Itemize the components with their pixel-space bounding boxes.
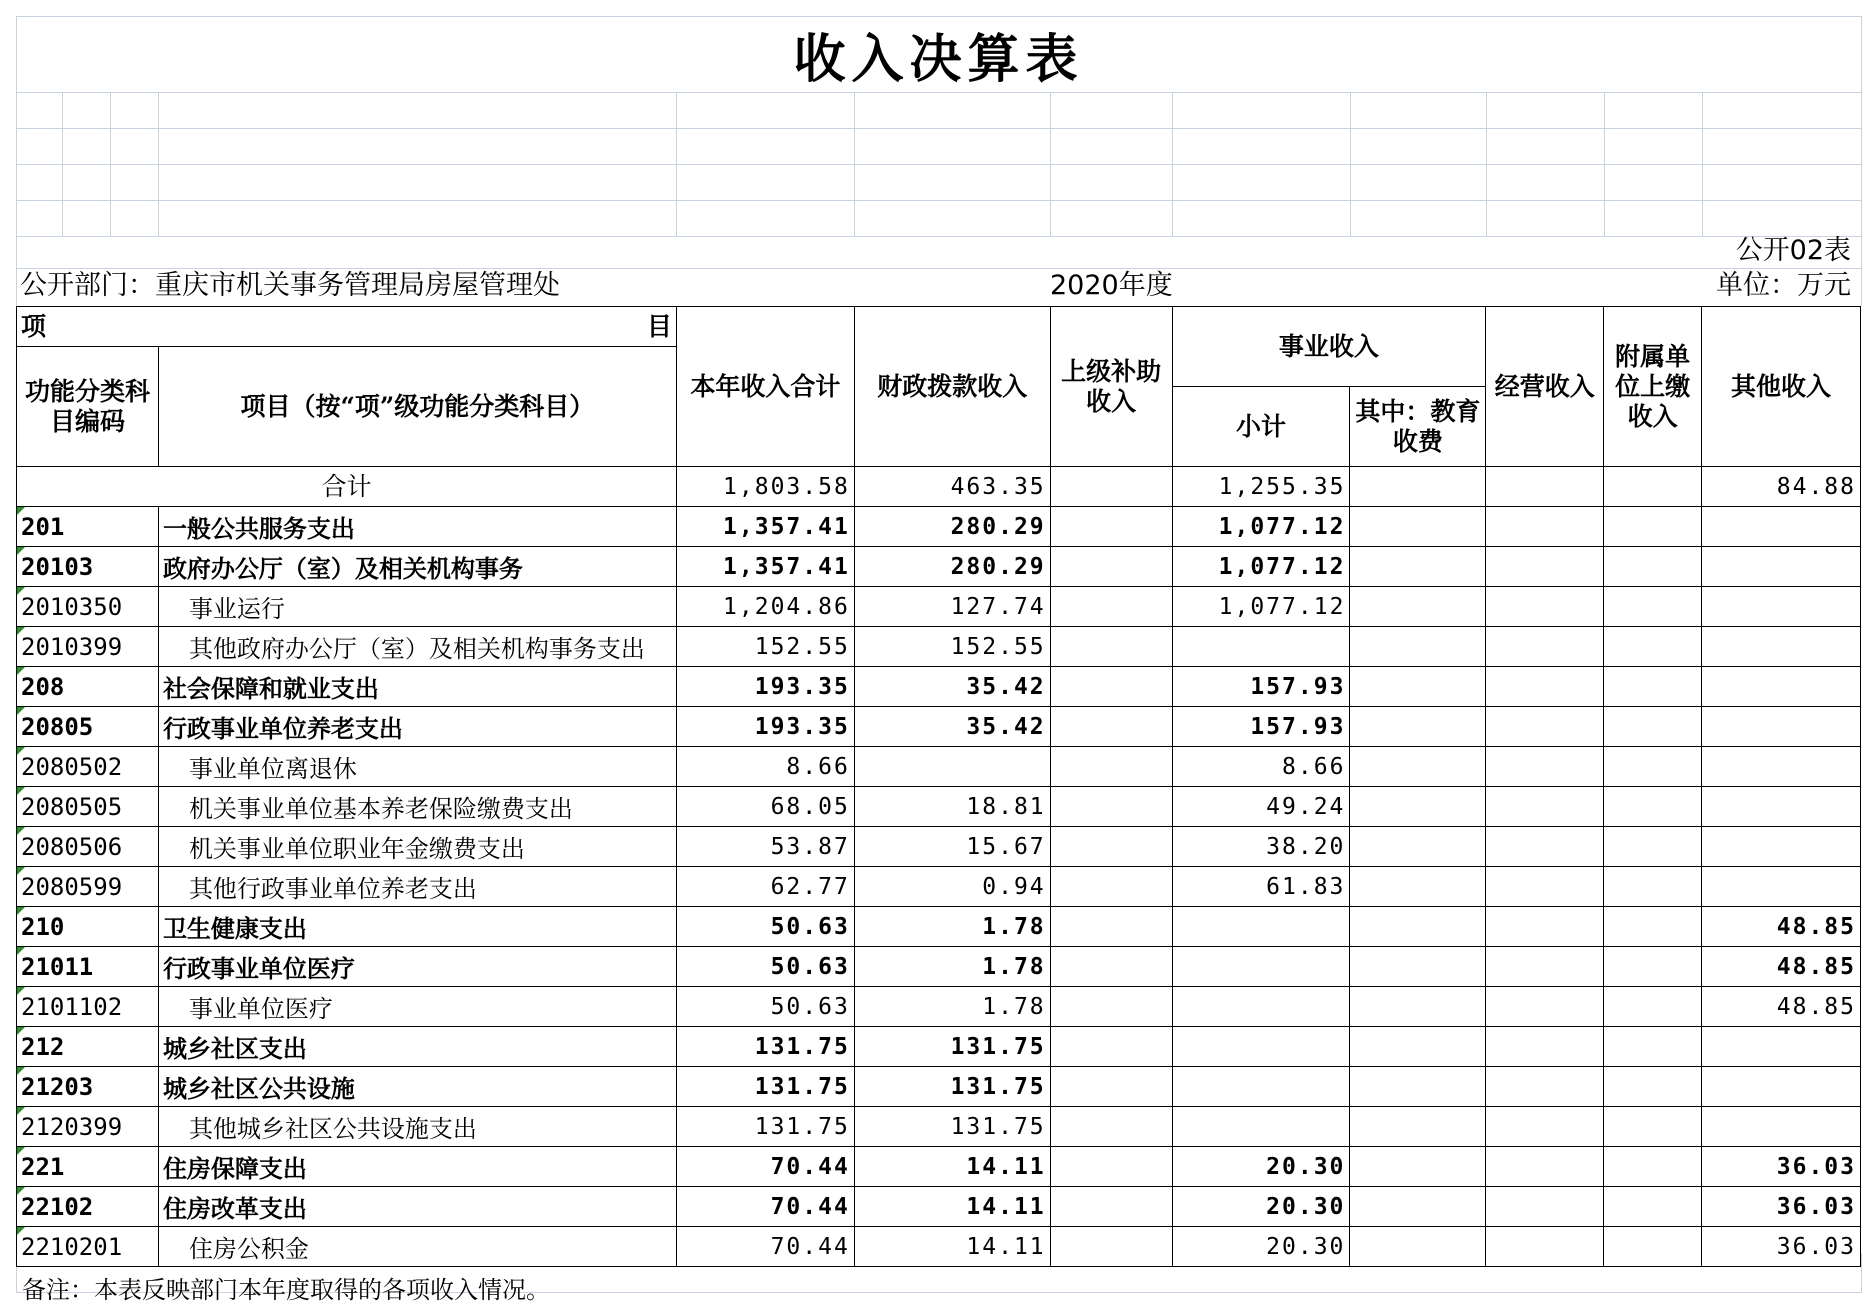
row-affiliated xyxy=(1604,1107,1702,1147)
row-superior xyxy=(1050,1067,1172,1107)
row-fiscal: 14.11 xyxy=(854,1187,1050,1227)
row-fiscal: 15.67 xyxy=(854,827,1050,867)
row-affiliated xyxy=(1604,1067,1702,1107)
total-row-edu xyxy=(1350,467,1486,507)
row-affiliated xyxy=(1604,547,1702,587)
row-fiscal: 127.74 xyxy=(854,587,1050,627)
row-fiscal: 131.75 xyxy=(854,1107,1050,1147)
row-affiliated xyxy=(1604,747,1702,787)
row-superior xyxy=(1050,667,1172,707)
row-total: 70.44 xyxy=(676,1227,854,1267)
row-name: 行政事业单位养老支出 xyxy=(158,707,676,747)
row-affiliated xyxy=(1604,787,1702,827)
row-superior xyxy=(1050,1107,1172,1147)
row-edu xyxy=(1350,547,1486,587)
row-other: 48.85 xyxy=(1702,987,1861,1027)
row-superior xyxy=(1050,507,1172,547)
row-edu xyxy=(1350,947,1486,987)
row-total: 193.35 xyxy=(676,667,854,707)
row-code: 2080505 xyxy=(17,787,159,827)
table-row xyxy=(17,827,1861,867)
row-career: 20.30 xyxy=(1172,1187,1350,1227)
row-code: 2010350 xyxy=(17,587,159,627)
table-row xyxy=(17,667,1861,707)
row-career: 49.24 xyxy=(1172,787,1350,827)
row-operating xyxy=(1486,707,1604,747)
row-total: 62.77 xyxy=(676,867,854,907)
row-affiliated xyxy=(1604,1187,1702,1227)
table-row xyxy=(17,907,1861,947)
row-total: 50.63 xyxy=(676,907,854,947)
row-code: 201 xyxy=(17,507,159,547)
row-affiliated xyxy=(1604,827,1702,867)
row-operating xyxy=(1486,507,1604,547)
page-title: 收入决算表 xyxy=(793,28,1084,90)
row-edu xyxy=(1350,747,1486,787)
row-other xyxy=(1702,627,1861,667)
table-row xyxy=(17,1027,1861,1067)
row-name: 行政事业单位医疗 xyxy=(158,947,676,987)
row-name: 卫生健康支出 xyxy=(158,907,676,947)
row-fiscal: 0.94 xyxy=(854,867,1050,907)
row-edu xyxy=(1350,867,1486,907)
table-row xyxy=(17,1227,1861,1267)
row-fiscal: 131.75 xyxy=(854,1067,1050,1107)
row-affiliated xyxy=(1604,987,1702,1027)
row-edu xyxy=(1350,1147,1486,1187)
table-row xyxy=(17,1147,1861,1187)
row-edu xyxy=(1350,1227,1486,1267)
row-name: 机关事业单位职业年金缴费支出 xyxy=(158,827,676,867)
row-career: 157.93 xyxy=(1172,667,1350,707)
row-name: 其他城乡社区公共设施支出 xyxy=(158,1107,676,1147)
row-edu xyxy=(1350,507,1486,547)
spreadsheet xyxy=(16,16,1861,1304)
row-superior xyxy=(1050,547,1172,587)
row-affiliated xyxy=(1604,507,1702,547)
table-row xyxy=(17,627,1861,667)
header-fiscal: 财政拨款收入 xyxy=(854,307,1050,467)
row-career xyxy=(1172,627,1350,667)
row-code: 21203 xyxy=(17,1067,159,1107)
row-operating xyxy=(1486,1147,1604,1187)
total-row-affiliated xyxy=(1604,467,1702,507)
row-edu xyxy=(1350,1187,1486,1227)
row-name: 一般公共服务支出 xyxy=(158,507,676,547)
row-operating xyxy=(1486,1227,1604,1267)
row-career xyxy=(1172,1027,1350,1067)
row-name: 事业单位医疗 xyxy=(158,987,676,1027)
row-affiliated xyxy=(1604,907,1702,947)
row-other xyxy=(1702,867,1861,907)
table-row xyxy=(17,587,1861,627)
row-superior xyxy=(1050,747,1172,787)
row-career: 38.20 xyxy=(1172,827,1350,867)
row-career: 20.30 xyxy=(1172,1227,1350,1267)
row-edu xyxy=(1350,787,1486,827)
row-career xyxy=(1172,1107,1350,1147)
row-other xyxy=(1702,787,1861,827)
row-fiscal: 152.55 xyxy=(854,627,1050,667)
row-code: 2210201 xyxy=(17,1227,159,1267)
row-fiscal xyxy=(854,747,1050,787)
form-number: 公开02表 xyxy=(1735,235,1851,266)
row-fiscal: 14.11 xyxy=(854,1147,1050,1187)
row-edu xyxy=(1350,827,1486,867)
row-operating xyxy=(1486,1067,1604,1107)
header-item xyxy=(17,307,677,347)
total-row-total: 1,803.58 xyxy=(676,467,854,507)
row-name: 社会保障和就业支出 xyxy=(158,667,676,707)
header-code: 功能分类科目编码 xyxy=(17,347,159,467)
row-operating xyxy=(1486,827,1604,867)
row-code: 2080599 xyxy=(17,867,159,907)
row-superior xyxy=(1050,1147,1172,1187)
row-operating xyxy=(1486,1027,1604,1067)
header-superior: 上级补助收入 xyxy=(1050,307,1172,467)
row-edu xyxy=(1350,987,1486,1027)
total-row-other: 84.88 xyxy=(1702,467,1861,507)
header-career: 事业收入 xyxy=(1172,307,1486,387)
income-table xyxy=(16,306,1861,1267)
row-fiscal: 35.42 xyxy=(854,667,1050,707)
row-career xyxy=(1172,907,1350,947)
row-edu xyxy=(1350,667,1486,707)
row-name: 事业运行 xyxy=(158,587,676,627)
row-edu xyxy=(1350,1067,1486,1107)
row-other: 36.03 xyxy=(1702,1147,1861,1187)
total-row-label: 合计 xyxy=(17,467,677,507)
header-other: 其他收入 xyxy=(1702,307,1861,467)
header-career-edu: 其中：教育收费 xyxy=(1350,387,1486,467)
table-row xyxy=(17,707,1861,747)
row-code: 20805 xyxy=(17,707,159,747)
row-superior xyxy=(1050,787,1172,827)
row-superior xyxy=(1050,987,1172,1027)
row-other: 36.03 xyxy=(1702,1187,1861,1227)
row-total: 68.05 xyxy=(676,787,854,827)
header-career-sub: 小计 xyxy=(1172,387,1350,467)
table-row xyxy=(17,987,1861,1027)
row-fiscal: 131.75 xyxy=(854,1027,1050,1067)
row-career: 8.66 xyxy=(1172,747,1350,787)
row-other xyxy=(1702,1107,1861,1147)
row-code: 212 xyxy=(17,1027,159,1067)
row-superior xyxy=(1050,1187,1172,1227)
row-name: 住房保障支出 xyxy=(158,1147,676,1187)
row-code: 2080506 xyxy=(17,827,159,867)
row-edu xyxy=(1350,907,1486,947)
row-edu xyxy=(1350,707,1486,747)
row-superior xyxy=(1050,1227,1172,1267)
row-other: 48.85 xyxy=(1702,907,1861,947)
row-career xyxy=(1172,947,1350,987)
row-affiliated xyxy=(1604,1027,1702,1067)
row-superior xyxy=(1050,1027,1172,1067)
row-other xyxy=(1702,1027,1861,1067)
row-other xyxy=(1702,587,1861,627)
row-code: 21011 xyxy=(17,947,159,987)
row-code: 2010399 xyxy=(17,627,159,667)
row-affiliated xyxy=(1604,867,1702,907)
row-fiscal: 280.29 xyxy=(854,507,1050,547)
row-name: 住房改革支出 xyxy=(158,1187,676,1227)
table-row xyxy=(17,547,1861,587)
header-operating: 经营收入 xyxy=(1486,307,1604,467)
row-total: 53.87 xyxy=(676,827,854,867)
fiscal-year: 2020年度 xyxy=(1050,270,1173,301)
row-name: 城乡社区公共设施 xyxy=(158,1067,676,1107)
row-total: 152.55 xyxy=(676,627,854,667)
row-fiscal: 280.29 xyxy=(854,547,1050,587)
row-name: 机关事业单位基本养老保险缴费支出 xyxy=(158,787,676,827)
row-career: 1,077.12 xyxy=(1172,547,1350,587)
row-other xyxy=(1702,707,1861,747)
row-edu xyxy=(1350,1107,1486,1147)
total-row-fiscal: 463.35 xyxy=(854,467,1050,507)
row-name: 事业单位离退休 xyxy=(158,747,676,787)
row-code: 210 xyxy=(17,907,159,947)
row-total: 131.75 xyxy=(676,1027,854,1067)
row-code: 2101102 xyxy=(17,987,159,1027)
row-affiliated xyxy=(1604,707,1702,747)
row-other: 48.85 xyxy=(1702,947,1861,987)
row-operating xyxy=(1486,747,1604,787)
row-total: 193.35 xyxy=(676,707,854,747)
row-fiscal: 1.78 xyxy=(854,987,1050,1027)
row-fiscal: 18.81 xyxy=(854,787,1050,827)
row-code: 221 xyxy=(17,1147,159,1187)
row-superior xyxy=(1050,587,1172,627)
row-code: 2080502 xyxy=(17,747,159,787)
header-name: 项目（按“项”级功能分类科目） xyxy=(158,347,676,467)
row-superior xyxy=(1050,827,1172,867)
row-other xyxy=(1702,827,1861,867)
row-fiscal: 35.42 xyxy=(854,707,1050,747)
header-item-left: 项 xyxy=(21,311,47,341)
row-edu xyxy=(1350,587,1486,627)
unit-label: 单位：万元 xyxy=(1716,270,1851,301)
row-total: 1,204.86 xyxy=(676,587,854,627)
row-name: 政府办公厅（室）及相关机构事务 xyxy=(158,547,676,587)
row-operating xyxy=(1486,587,1604,627)
row-operating xyxy=(1486,547,1604,587)
row-total: 70.44 xyxy=(676,1147,854,1187)
row-fiscal: 14.11 xyxy=(854,1227,1050,1267)
row-operating xyxy=(1486,907,1604,947)
row-name: 住房公积金 xyxy=(158,1227,676,1267)
row-operating xyxy=(1486,1187,1604,1227)
row-affiliated xyxy=(1604,1227,1702,1267)
row-superior xyxy=(1050,907,1172,947)
header-affiliated: 附属单位上缴收入 xyxy=(1604,307,1702,467)
row-affiliated xyxy=(1604,667,1702,707)
row-code: 2120399 xyxy=(17,1107,159,1147)
table-row xyxy=(17,947,1861,987)
row-superior xyxy=(1050,627,1172,667)
row-fiscal: 1.78 xyxy=(854,947,1050,987)
row-career xyxy=(1172,987,1350,1027)
row-affiliated xyxy=(1604,587,1702,627)
row-career: 1,077.12 xyxy=(1172,587,1350,627)
row-total: 50.63 xyxy=(676,987,854,1027)
row-total: 131.75 xyxy=(676,1067,854,1107)
row-career: 20.30 xyxy=(1172,1147,1350,1187)
row-affiliated xyxy=(1604,1147,1702,1187)
footnote: 备注：本表反映部门本年度取得的各项收入情况。 xyxy=(22,1276,550,1304)
row-other xyxy=(1702,667,1861,707)
row-name: 其他政府办公厅（室）及相关机构事务支出 xyxy=(158,627,676,667)
row-affiliated xyxy=(1604,947,1702,987)
row-operating xyxy=(1486,1107,1604,1147)
row-total: 131.75 xyxy=(676,1107,854,1147)
row-operating xyxy=(1486,667,1604,707)
row-other xyxy=(1702,747,1861,787)
row-operating xyxy=(1486,867,1604,907)
row-total: 70.44 xyxy=(676,1187,854,1227)
row-career xyxy=(1172,1067,1350,1107)
row-edu xyxy=(1350,1027,1486,1067)
row-other xyxy=(1702,1067,1861,1107)
department-label: 公开部门：重庆市机关事务管理局房屋管理处 xyxy=(20,270,560,301)
row-total: 50.63 xyxy=(676,947,854,987)
row-total: 1,357.41 xyxy=(676,507,854,547)
row-operating xyxy=(1486,987,1604,1027)
row-code: 208 xyxy=(17,667,159,707)
row-other xyxy=(1702,547,1861,587)
table-row xyxy=(17,507,1861,547)
row-code: 20103 xyxy=(17,547,159,587)
row-other: 36.03 xyxy=(1702,1227,1861,1267)
row-superior xyxy=(1050,947,1172,987)
total-row-career: 1,255.35 xyxy=(1172,467,1350,507)
total-row-operating xyxy=(1486,467,1604,507)
row-fiscal: 1.78 xyxy=(854,907,1050,947)
header-total: 本年收入合计 xyxy=(676,307,854,467)
row-operating xyxy=(1486,787,1604,827)
row-edu xyxy=(1350,627,1486,667)
row-total: 1,357.41 xyxy=(676,547,854,587)
table-row xyxy=(17,787,1861,827)
row-name: 城乡社区支出 xyxy=(158,1027,676,1067)
row-career: 157.93 xyxy=(1172,707,1350,747)
table-row xyxy=(17,1187,1861,1227)
total-row-superior xyxy=(1050,467,1172,507)
row-operating xyxy=(1486,627,1604,667)
row-other xyxy=(1702,507,1861,547)
header-item-right: 目 xyxy=(646,311,672,341)
row-operating xyxy=(1486,947,1604,987)
row-code: 22102 xyxy=(17,1187,159,1227)
row-superior xyxy=(1050,707,1172,747)
table-row xyxy=(17,867,1861,907)
row-name: 其他行政事业单位养老支出 xyxy=(158,867,676,907)
row-career: 61.83 xyxy=(1172,867,1350,907)
table-row xyxy=(17,747,1861,787)
table-row xyxy=(17,1107,1861,1147)
row-superior xyxy=(1050,867,1172,907)
row-total: 8.66 xyxy=(676,747,854,787)
row-career: 1,077.12 xyxy=(1172,507,1350,547)
row-affiliated xyxy=(1604,627,1702,667)
table-row xyxy=(17,1067,1861,1107)
